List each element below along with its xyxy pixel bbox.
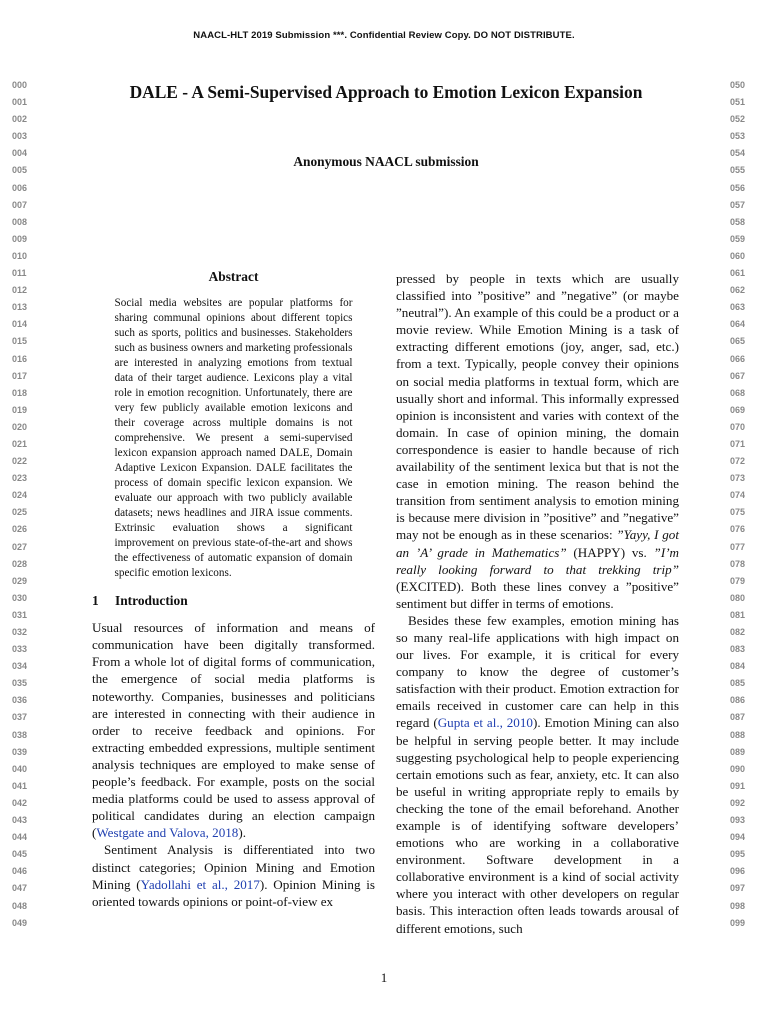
line-number: 074 (730, 490, 746, 501)
line-number: 016 (12, 353, 28, 364)
line-number: 053 (730, 131, 746, 142)
abstract-heading: Abstract (208, 269, 259, 284)
line-number: 078 (730, 558, 746, 569)
line-number: 011 (12, 268, 27, 279)
line-number: 058 (730, 216, 746, 227)
paragraph-text: ). Emotion Mining can also be helpful in serving people better. It may include suggesting psychological help to people experiencing certain emotions such as fear, anxiety, etc. It can also be useful in writing appropriate reply to emails by checking the tone of the email beforehand. Another example is of identifying software developers’ emotions who are working in a collaborative environment. Software development in a collaborative environment is a kind of social activity where you interact with other developers on regular basis. This interaction often leads towards arousal of different emotions, such (396, 715, 680, 936)
intro-paragraph-2 (92, 841, 375, 909)
line-number: 079 (730, 575, 746, 586)
line-number: 090 (730, 763, 746, 774)
line-number: 012 (12, 285, 28, 296)
paper-title: DALE - A Semi-Supervised Approach to Emotion Lexicon Expansion (129, 82, 643, 102)
line-number: 062 (730, 285, 746, 296)
line-number: 028 (12, 558, 28, 569)
line-number: 086 (730, 695, 746, 706)
citation-link[interactable]: Westgate and Valova, 2018 (96, 825, 239, 841)
line-number: 073 (730, 473, 746, 484)
line-number: 064 (730, 319, 746, 330)
line-number: 034 (12, 661, 28, 672)
line-numbers-right (730, 77, 762, 932)
line-number: 018 (12, 387, 28, 398)
line-number: 091 (730, 780, 746, 791)
line-number: 015 (12, 336, 28, 347)
line-number: 029 (12, 575, 28, 586)
line-number: 020 (12, 421, 28, 432)
line-number: 080 (730, 592, 746, 603)
paragraph-text: Usual resources of information and means of communication have been digitally transformed. From a whole lot of digital forms of communication, the emergence of social media platforms is noteworthy. Companies, businesses and politicians are interested in connecting with their audience in order to receive feedback and opinions. For extracting embedded expressions, multiple sentiment analysis techniques are employed to make sense of people’s feedback. For example, posts on the social media platforms could be used to assess approval of political candidates during an election campaign ( (92, 620, 375, 841)
left-column (92, 268, 375, 910)
line-number: 008 (12, 216, 28, 227)
line-number: 030 (12, 592, 28, 603)
line-number: 066 (730, 353, 746, 364)
paragraph-text: Sentiment Analysis is differentiated into two distinct categories; Opinion Mining and Emotion Mining ( (92, 842, 375, 892)
line-number: 004 (12, 148, 28, 159)
line-number: 049 (12, 917, 28, 928)
line-number: 061 (730, 268, 746, 279)
line-number: 036 (12, 695, 28, 706)
line-number: 038 (12, 729, 28, 740)
line-number: 097 (730, 883, 746, 894)
line-number: 077 (730, 541, 746, 552)
review-header: NAACL-HLT 2019 Submission ***. Confidential Review Copy. DO NOT DISTRIBUTE. (193, 30, 575, 41)
page-number: 1 (380, 970, 388, 985)
line-number: 082 (730, 627, 746, 637)
line-number: 072 (730, 456, 746, 467)
line-number: 021 (12, 438, 28, 449)
line-number: 059 (730, 233, 746, 244)
line-number: 075 (730, 507, 746, 518)
line-number: 044 (12, 832, 28, 843)
line-number: 065 (730, 336, 746, 347)
line-number: 014 (12, 319, 28, 330)
author-line: Anonymous NAACL submission (293, 154, 479, 169)
line-number: 048 (12, 900, 28, 911)
line-number: 071 (730, 438, 746, 449)
intro-paragraph-1 (92, 619, 375, 841)
line-number: 063 (730, 302, 746, 313)
line-number: 047 (12, 883, 28, 894)
line-number: 032 (12, 627, 28, 637)
line-number: 088 (730, 729, 746, 740)
line-number: 035 (12, 678, 28, 689)
citation-link[interactable]: Yadollahi et al., 2017 (140, 876, 260, 892)
line-number: 076 (730, 524, 746, 535)
line-number: 056 (730, 182, 746, 193)
line-number: 068 (730, 387, 746, 398)
line-number: 027 (12, 541, 28, 552)
paragraph-text: Besides these few examples, emotion mining has so many real-life applications with high impact on our lives. For example, it is critical for every company to know the degree of customer’s satisfaction with their product. Emotion extraction for emails received in customer care can help in this regard ( (396, 612, 679, 731)
example-quote: ”I’m really looking forward to that trekking trip” (396, 544, 680, 577)
line-number: 055 (730, 165, 746, 176)
line-number: 043 (12, 815, 28, 826)
line-number: 052 (730, 114, 746, 125)
line-number: 039 (12, 746, 28, 757)
section-title: Introduction (115, 593, 188, 609)
line-number: 084 (730, 661, 746, 672)
line-number: 042 (12, 797, 28, 808)
intro-paragraph-2-continued (396, 270, 679, 612)
paragraph-text: (HAPPY) vs. (566, 544, 654, 560)
line-number: 005 (12, 165, 28, 176)
line-number: 098 (730, 900, 746, 911)
paragraph-text: (EXCITED). Both these lines convey a ”positive” sentiment but differ in terms of emotions. (396, 578, 679, 611)
line-number: 051 (730, 97, 746, 108)
line-number: 060 (730, 250, 746, 261)
line-number: 054 (730, 148, 746, 159)
line-number: 006 (12, 182, 28, 193)
line-number: 096 (730, 866, 746, 877)
line-number: 003 (12, 131, 28, 142)
line-number: 087 (730, 712, 746, 723)
paragraph-text: pressed by people in texts which are usually classified into ”positive” and ”negative” (or maybe ”neutral”). An example of this could be a product or a movie review. While Emotion Mining is a task of extracting different emotions (joy, anger, sad, etc.) from a text. Typically, people convey their opinions on social media platforms in textual form, which are usually short and informal. This informally expressed opinion is inconsistent and varies with context of the domain. In case of opinion mining, the domain correspondence is easier to handle because of rich availability of the sentiment lexica but that is not the case in emotion mining. The reason behind the transition from sentiment analysis to emotion mining is because mere division in ”positive” and ”negative” may not be enough as in these scenarios: (396, 271, 679, 543)
line-number: 009 (12, 233, 28, 244)
line-number: 099 (730, 917, 746, 928)
line-number: 095 (730, 849, 746, 860)
line-number: 041 (12, 780, 28, 791)
line-number: 025 (12, 507, 28, 518)
line-number: 024 (12, 490, 28, 501)
line-number: 085 (730, 678, 746, 689)
line-number: 026 (12, 524, 28, 535)
line-number: 070 (730, 421, 746, 432)
line-number: 010 (12, 250, 28, 261)
line-number: 050 (730, 80, 746, 90)
paragraph-text: ). (238, 825, 246, 841)
line-number: 069 (730, 404, 746, 415)
line-number: 040 (12, 763, 28, 774)
line-number: 045 (12, 849, 28, 860)
line-number: 019 (12, 404, 28, 415)
line-number: 001 (12, 97, 28, 108)
line-number: 000 (12, 80, 28, 90)
line-number: 013 (12, 302, 28, 313)
line-number: 067 (730, 370, 746, 381)
intro-paragraph-3 (396, 612, 679, 937)
line-number: 083 (730, 644, 746, 655)
line-number: 046 (12, 866, 28, 877)
line-number: 093 (730, 815, 746, 826)
line-number: 057 (730, 199, 746, 210)
line-number: 002 (12, 114, 28, 125)
paragraph-text: ). Opinion Mining is oriented towards opinions or point-of-view ex (92, 876, 375, 909)
line-numbers-left (12, 77, 44, 932)
line-number: 089 (730, 746, 746, 757)
line-number: 092 (730, 797, 746, 808)
line-number: 007 (12, 199, 28, 210)
line-number: 033 (12, 644, 28, 655)
abstract-text: Social media websites are popular platforms for sharing communal opinions about different topics such as sports, politics and businesses. Stakeholders such as business owners and marketing professionals are interested in analyzing emotions from textual data of their target audience. Lexicons play a vital role in emotion recognition. Unfortunately, there are very few publicly available emotion lexicons and their coverage across multiple domains is not comprehensive. We present a semi-supervised lexicon expansion approach named DALE, Domain Adaptive Lexicon Expansion. DALE facilitates the process of domain specific lexicon expansion. We evaluate our approach with two publicly available datasets; news headlines and JIRA issue comments. Extrinsic evaluation shows a significant improvement on previous state-of-the-art and shows the effectiveness of automatic expansion of domain specific emotion lexicons. (114, 297, 353, 580)
line-number: 031 (12, 609, 28, 620)
right-column (396, 270, 679, 937)
line-number: 037 (12, 712, 28, 723)
section-number: 1 (92, 593, 99, 609)
line-number: 094 (730, 832, 746, 843)
example-quote: ”Yayy, I got an ’A’ grade in Mathematics” (396, 527, 679, 560)
line-number: 017 (12, 370, 28, 381)
line-number: 022 (12, 456, 28, 467)
citation-link[interactable]: Gupta et al., 2010 (437, 715, 533, 731)
line-number: 023 (12, 473, 28, 484)
section-heading-introduction (92, 592, 375, 609)
line-number: 081 (730, 609, 746, 620)
